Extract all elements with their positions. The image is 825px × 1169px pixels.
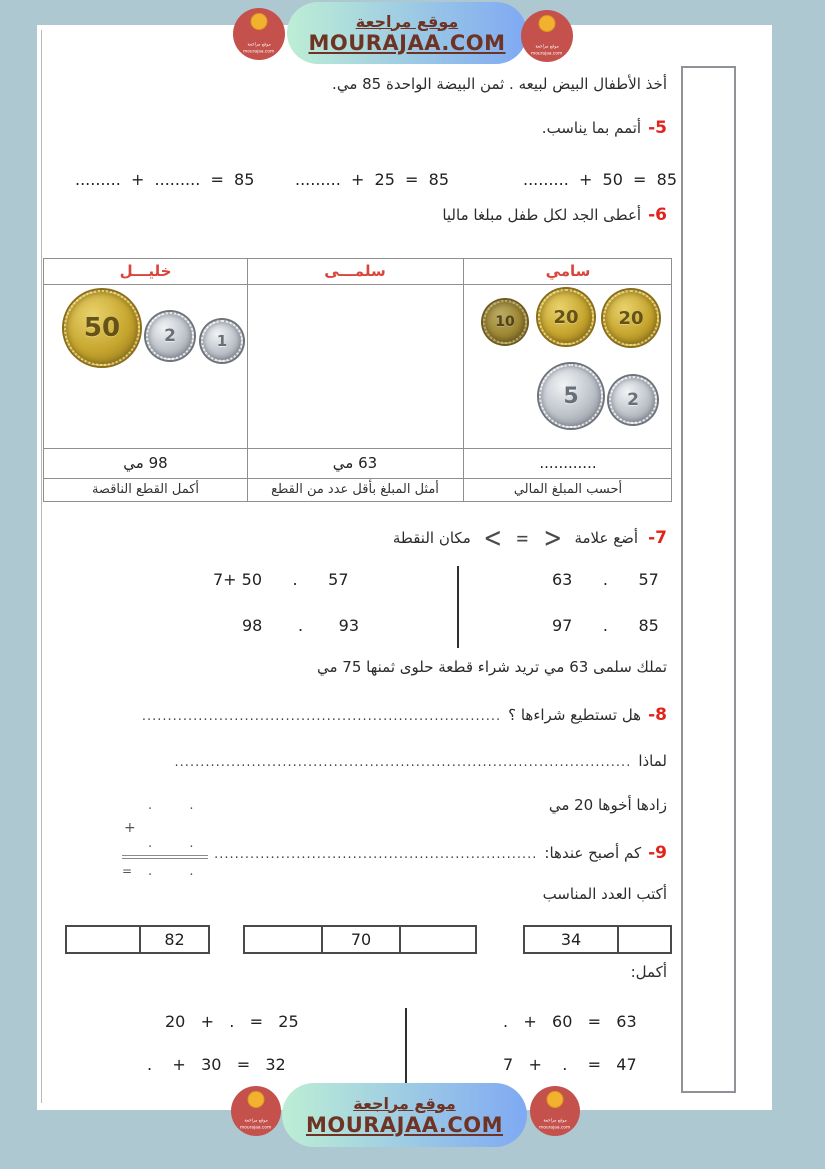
number-box-3 (523, 925, 672, 954)
increase-text: زادها أخوها 20 مي (548, 796, 667, 814)
logo-text-ar: موقع مراجعة (535, 43, 559, 50)
why-text: لماذا (638, 752, 667, 770)
logo-text-en: mourajaa.com (243, 48, 275, 55)
site-banner-bottom[interactable] (282, 1083, 527, 1147)
site-logo-bottom-left (231, 1086, 281, 1136)
answer-dots: ............................................................... (214, 847, 538, 862)
less-than-symbol: < (483, 521, 502, 554)
coin-5-silver: 5 (539, 364, 603, 428)
coin-20-gold: 20 (538, 289, 594, 345)
intro-text: أخذ الأطفال البيض لبيعه . ثمن البيضة الواحدة 85 مي. (332, 75, 667, 93)
site-name-arabic[interactable]: موقع مراجعة (355, 11, 459, 31)
question-6-number: 6- (648, 205, 667, 225)
complete-text: أكمل: (630, 963, 667, 981)
box-cell-empty (67, 927, 139, 952)
equals-sign: = (122, 864, 133, 878)
question-7-number: 7- (648, 528, 667, 548)
question-8-number: 8- (648, 705, 667, 725)
logo-text-en: mourajaa.com (240, 1124, 272, 1131)
question-8-text: هل تستطيع شراءها ؟ (508, 706, 642, 724)
question-5-text: أتمم بما يناسب. (541, 119, 642, 137)
equation-blank-25-85: ......... + 25 = 85 (295, 170, 449, 189)
question-5-number: 5- (648, 118, 667, 138)
coin-20-gold: 20 (603, 290, 659, 346)
complete-instruction (631, 963, 667, 981)
coin-50-gold: 50 (64, 290, 140, 366)
logo-text-en: mourajaa.com (539, 1124, 571, 1131)
question-9-text: كم أصبح عندها: (544, 844, 642, 862)
intro-sentence (332, 75, 667, 93)
question-7-text-left: مكان النقطة (392, 529, 471, 547)
addition-result-row: . . (148, 864, 194, 879)
box-cell-empty (245, 927, 321, 952)
equation-blank-plus-60-63: . + 60 = 63 (503, 1012, 637, 1031)
logo-text-ar: موقع مراجعة (247, 41, 271, 48)
answer-dots: ...................................................................... (141, 709, 502, 724)
write-number-instruction (543, 885, 667, 903)
addition-row-2: . . (148, 836, 194, 851)
site-name-arabic[interactable]: موقع مراجعة (353, 1093, 456, 1113)
equations-divider (405, 1008, 407, 1088)
box-cell-empty (399, 927, 475, 952)
question-9 (214, 843, 667, 863)
story-sentence (317, 658, 667, 676)
addition-rule (122, 855, 208, 859)
question-6-text: أعطى الجد لكل طفل مبلغا ماليا (442, 206, 642, 224)
increase-sentence (549, 796, 667, 814)
equation-20-plus-blank-25: 20 + . = 25 (165, 1012, 299, 1031)
task-khalil: أكمل القطع الناقصة (91, 482, 200, 497)
equation-blank-50-85: ......... + 50 = 85 (523, 170, 677, 189)
comparison-7p50-57: 7+ 50 . 57 (213, 570, 349, 589)
column-header-sami: سامي (545, 262, 591, 280)
number-box-2 (243, 925, 477, 954)
site-logo-bottom-right (530, 1086, 580, 1136)
margin-box (681, 66, 736, 1093)
site-url[interactable]: MOURAJAA.COM (305, 1112, 504, 1137)
site-url[interactable]: MOURAJAA.COM (308, 30, 506, 55)
equals-symbol: = (515, 526, 530, 550)
number-box-1 (65, 925, 210, 954)
logo-text-ar: موقع مراجعة (244, 1117, 268, 1124)
equation-blank-plus-30-32: . + 30 = 32 (147, 1055, 286, 1074)
amount-sami: ............ (539, 454, 597, 472)
amount-salma: 63 مي (332, 454, 378, 472)
addition-row-1: . . (148, 798, 194, 813)
comparison-98-93: 98 . 93 (242, 616, 360, 635)
coin-10-gold: 10 (483, 300, 527, 344)
task-sami: أحسب المبلغ المالي (513, 482, 623, 497)
box-cell-34: 34 (560, 930, 582, 949)
comparison-divider (457, 566, 459, 648)
money-table (43, 258, 672, 502)
site-logo-top-left (233, 8, 285, 60)
table-hline (44, 478, 671, 479)
site-banner-top[interactable] (287, 2, 527, 64)
story-text: تملك سلمى 63 مي تريد شراء قطعة حلوى ثمنها 75 مي (316, 658, 667, 676)
table-hline (44, 448, 671, 449)
box-cell-empty (617, 927, 670, 952)
comparison-63-57: 63 . 57 (552, 570, 659, 589)
equation-7-plus-blank-47: 7 + . = 47 (503, 1055, 637, 1074)
question-7 (393, 518, 667, 558)
equation-blank-blank-85: ......... + ......... = 85 (75, 170, 255, 189)
table-hline (44, 284, 671, 285)
amount-khalil: 98 مي (123, 454, 168, 472)
write-number-text: أكتب العدد المناسب (542, 885, 667, 903)
answer-dots: ......................................................................................... (174, 755, 632, 770)
page-left-rule (41, 30, 42, 1103)
plus-sign: + (124, 820, 136, 836)
coin-2-silver: 2 (146, 312, 194, 360)
box-cell-70: 70 (321, 927, 399, 952)
logo-text-ar: موقع مراجعة (543, 1117, 567, 1124)
why-line (175, 752, 667, 770)
question-8 (142, 705, 667, 725)
column-header-khalil: خليـــل (119, 262, 172, 280)
book-icon (248, 1091, 265, 1108)
site-logo-top-right (521, 10, 573, 62)
question-9-number: 9- (648, 843, 667, 863)
question-5 (542, 118, 667, 138)
comparison-97-85: 97 . 85 (552, 616, 659, 635)
book-icon (547, 1091, 564, 1108)
coin-2-silver: 2 (609, 376, 657, 424)
box-cell-82: 82 (139, 927, 208, 952)
coin-1-silver: 1 (201, 320, 243, 362)
question-6 (442, 205, 667, 225)
column-addition-skeleton (122, 798, 210, 884)
question-7-text-right: أضع علامة (574, 529, 639, 547)
task-salma: أمثل المبلغ بأقل عدد من القطع (271, 482, 439, 497)
book-icon (251, 13, 268, 30)
column-header-salma: سلمـــى (324, 262, 386, 280)
book-icon (539, 15, 556, 32)
logo-text-en: mourajaa.com (531, 50, 563, 57)
greater-than-symbol: > (543, 521, 563, 554)
